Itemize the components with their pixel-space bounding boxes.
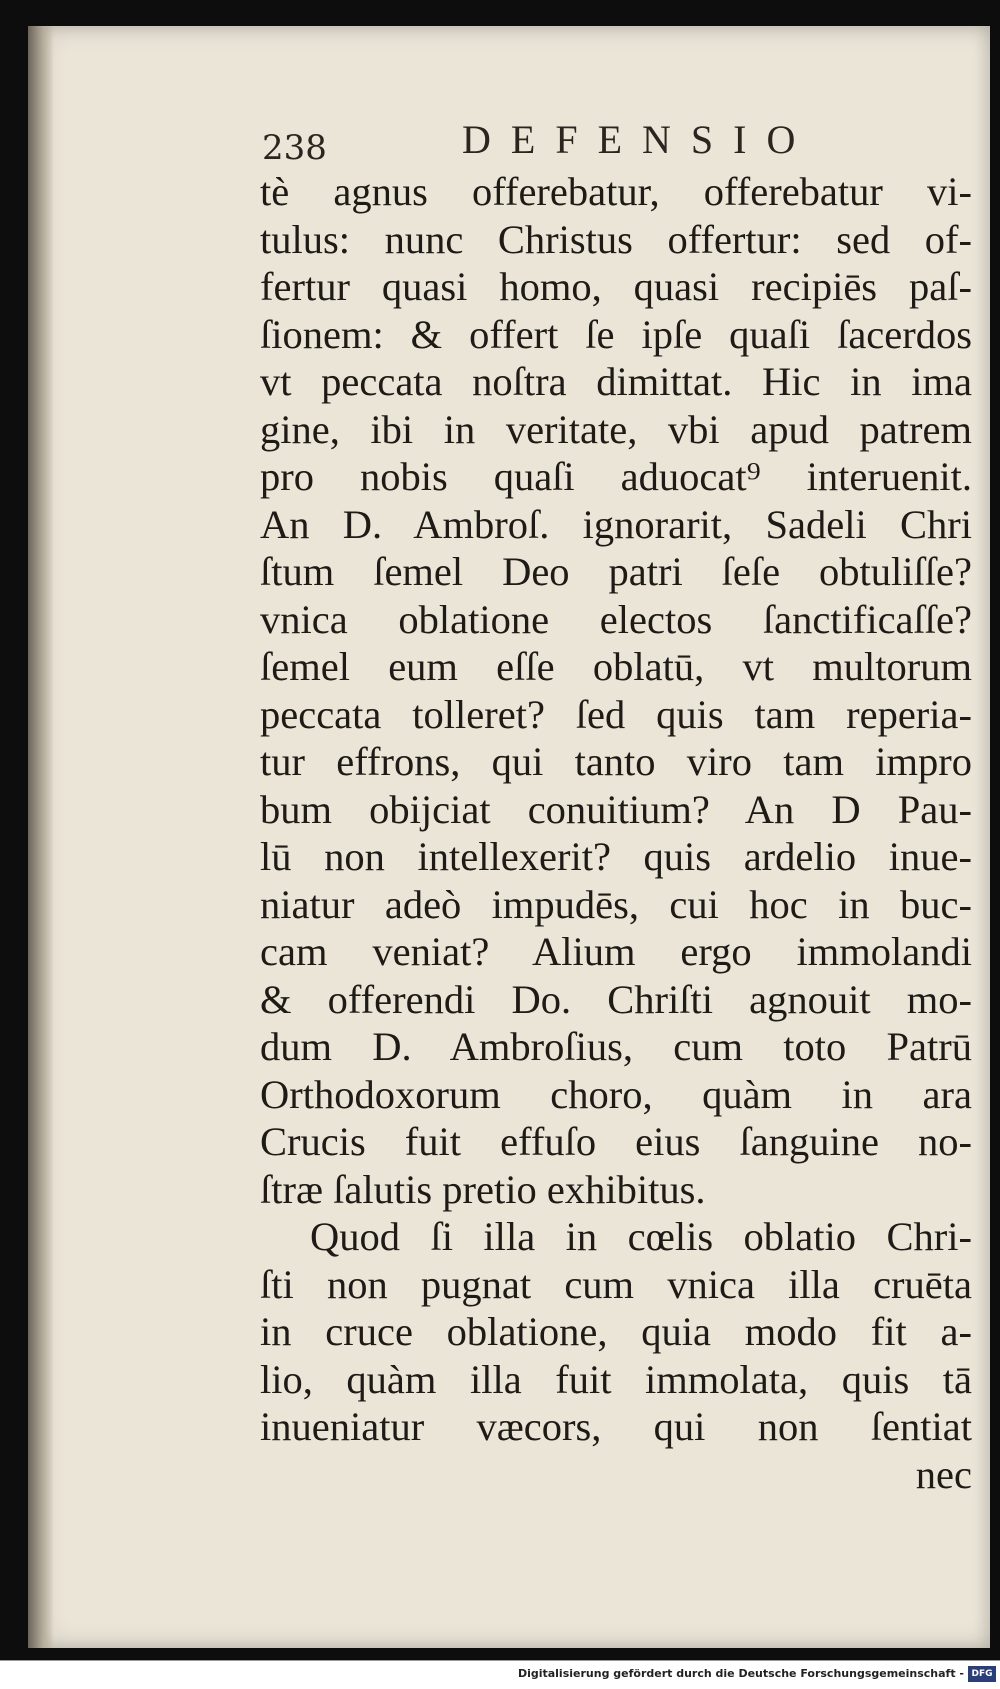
text-line: gine, ibi in veritate, vbi apud patrem [260, 406, 972, 452]
text-line: ſtum ſemel Deo patri ſeſe obtuliſſe? [260, 549, 972, 594]
text-line: tulus: nunc Christus offertur: sed of- [260, 216, 972, 262]
text-line: dum D. Ambroſius, cum toto Patrū [260, 1024, 972, 1069]
text-line: ſemel eum eſſe oblatū, vt multorum [260, 644, 972, 689]
running-head [262, 110, 962, 170]
text-line: Orthodoxorum choro, quàm in ara [260, 1071, 972, 1117]
text-line: in cruce oblatione, quia modo fit a- [260, 1309, 972, 1354]
text-line: & offerendi Do. Chriſti agnouit mo- [260, 976, 972, 1022]
funding-credit: Digitalisierung gefördert durch die Deutsche Forschungsgemeinschaft - [517, 1667, 964, 1680]
text-line: peccata tolleret? ſed quis tam reperia- [260, 691, 972, 737]
digitization-footer [0, 1660, 1000, 1689]
text-block [260, 168, 972, 1498]
paragraph-1 [260, 168, 972, 1213]
text-line: ſti non pugnat cum vnica illa cruēta [260, 1261, 972, 1307]
dfg-logo-icon: DFG [968, 1666, 996, 1682]
text-line: Crucis fuit effuſo eius ſanguine no- [260, 1119, 972, 1164]
text-line: An D. Ambroſ. ignorarit, Sadeli Chri [260, 501, 972, 547]
book-page [28, 26, 990, 1648]
paragraph-2 [260, 1213, 972, 1451]
text-line: niatur adeò impudēs, cui hoc in buc- [260, 881, 972, 927]
text-line: tur effrons, qui tanto viro tam impro [260, 739, 972, 784]
text-line: ſionem: & offert ſe ipſe quaſi ſacerdos [260, 311, 972, 357]
text-line: vt peccata noſtra dimittat. Hic in ima [260, 359, 972, 404]
page-number: 238 [262, 128, 327, 168]
text-line: inueniatur væcors, qui non ſentiat [260, 1404, 972, 1449]
text-line: vnica oblatione electos ſanctificaſſe? [260, 596, 972, 642]
text-line: Quod ſi illa in cœlis oblatio Chri- [310, 1214, 972, 1259]
text-line: tè agnus offerebatur, offerebatur vi- [260, 169, 972, 214]
text-line: fertur quasi homo, quasi recipiēs paſ- [260, 264, 972, 309]
catchword: nec [915, 1451, 972, 1497]
text-line: cam veniat? Alium ergo immolandi [260, 929, 972, 974]
text-line: lū non intellexerit? quis ardelio inue- [260, 834, 972, 879]
text-line: lio, quàm illa fuit immolata, quis tā [260, 1356, 972, 1402]
text-line: bum obijciat conuitium? An D Pau- [260, 786, 972, 832]
text-line: ſtræ ſalutis pretio exhibitus. [260, 1166, 706, 1212]
text-line: pro nobis quaſi aduocat⁹ interuenit. [260, 454, 972, 499]
running-title: DEFENSIO [462, 117, 816, 162]
page-gutter-shadow [28, 26, 54, 1648]
